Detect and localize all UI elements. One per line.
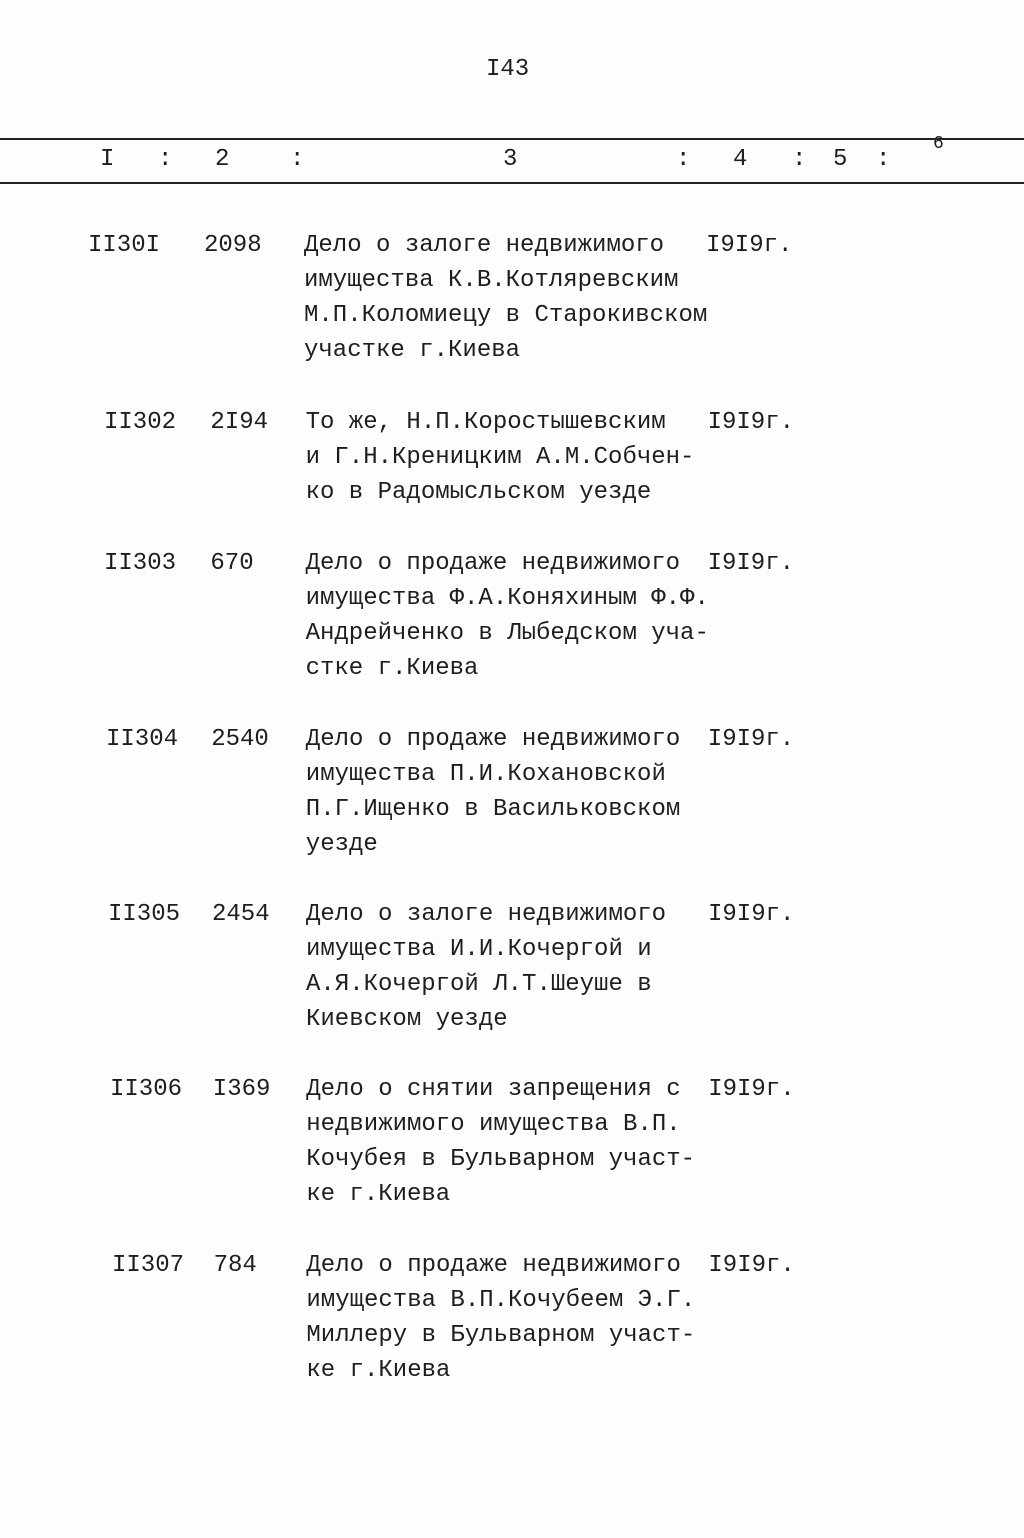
entry-title-line: стке г.Киева	[305, 655, 479, 682]
entry-title	[306, 897, 666, 1037]
column-number-2: 2	[215, 146, 230, 173]
file-number: 2540	[211, 726, 269, 753]
entry-title-line: ко в Радомысльском уезде	[305, 479, 652, 506]
column-number-5: 5	[833, 146, 848, 173]
entry-title-line: Миллеру в Бульварном участ-	[306, 1322, 696, 1349]
entry-title-line: ке г.Киева	[306, 1357, 451, 1384]
entry-number: II306	[110, 1076, 183, 1103]
entry-title	[306, 1072, 695, 1212]
entry-title-line: имущества В.П.Кочубеем Э.Г.	[306, 1287, 696, 1314]
column-separator: :	[676, 146, 691, 173]
entry-title-line: Киевском уезде	[306, 1006, 508, 1033]
entry-title-line: Дело о продаже недвижимого	[305, 550, 681, 577]
entry-title-line: Кочубея в Бульварном участ-	[306, 1146, 696, 1173]
entry-year: I9I9г.	[706, 232, 793, 259]
entry-number: II307	[112, 1252, 185, 1279]
entry-title-line: ке г.Киева	[306, 1181, 451, 1208]
column-number-1: I	[100, 146, 115, 173]
entry-title-line: Дело о залоге недвижимого	[306, 901, 667, 928]
entry-title	[306, 546, 709, 686]
entry-title-line: имущества И.И.Кочергой и	[306, 936, 652, 963]
entry-title	[306, 1248, 695, 1388]
entry-title	[306, 405, 695, 510]
file-number: 2454	[212, 901, 270, 928]
entry-title-line: Дело о снятии запрещения с	[306, 1076, 681, 1103]
entry-year: I9I9г.	[708, 901, 795, 928]
entry-title-line: То же, Н.П.Коростышевским	[305, 409, 666, 436]
file-number: 670	[210, 550, 254, 577]
entry-number: II302	[104, 409, 177, 436]
entry-number: II30I	[88, 232, 161, 259]
page-number: I43	[486, 56, 530, 83]
column-number-3: 3	[503, 146, 518, 173]
header-top-rule	[0, 138, 1024, 140]
column-number-4: 4	[733, 146, 748, 173]
file-number: I369	[212, 1076, 271, 1103]
entry-title-line: имущества К.В.Котляревским	[304, 267, 679, 294]
entry-year: I9I9г.	[707, 550, 795, 577]
entry-title-line: П.Г.Ищенко в Васильковском	[305, 796, 681, 823]
entry-title-line: уезде	[305, 831, 378, 858]
entry-year: I9I9г.	[708, 1076, 795, 1103]
file-number: 784	[213, 1252, 257, 1279]
entry-number: II303	[104, 550, 177, 577]
entry-title-line: недвижимого имущества В.П.	[306, 1111, 681, 1138]
entry-title-line: Дело о продаже недвижимого	[306, 1252, 681, 1279]
entry-title	[306, 722, 680, 862]
entry-title-line: имущества П.И.Кохановской	[305, 761, 666, 788]
column-separator: :	[792, 146, 807, 173]
entry-year: I9I9г.	[708, 1252, 795, 1279]
entry-title-line: и Г.Н.Креницким А.М.Собчен-	[305, 444, 695, 471]
entry-title-line: М.П.Коломиецу в Старокивском	[304, 302, 708, 329]
entry-year: I9I9г.	[707, 409, 795, 436]
entry-year: I9I9г.	[707, 726, 795, 753]
entry-title-line: участке г.Киева	[304, 337, 521, 364]
entry-title-line: Дело о продаже недвижимого	[305, 726, 681, 753]
entry-title-line: Андрейченко в Лыбедском уча-	[305, 620, 709, 647]
entry-number: II305	[108, 901, 181, 928]
column-separator: :	[290, 146, 305, 173]
file-number: 2I94	[210, 409, 268, 436]
column-separator: :	[876, 146, 891, 173]
entry-title-line: А.Я.Кочергой Л.Т.Шеуше в	[306, 971, 652, 998]
entry-number: II304	[106, 726, 179, 753]
entry-title-line: Дело о залоге недвижимого	[304, 232, 665, 259]
header-bottom-rule	[0, 182, 1024, 184]
file-number: 2098	[204, 232, 262, 259]
column-number-6: 6	[933, 134, 944, 154]
column-separator: :	[158, 146, 173, 173]
entry-title	[304, 228, 707, 368]
entry-title-line: имущества Ф.А.Коняхиным Ф.Ф.	[305, 585, 709, 612]
